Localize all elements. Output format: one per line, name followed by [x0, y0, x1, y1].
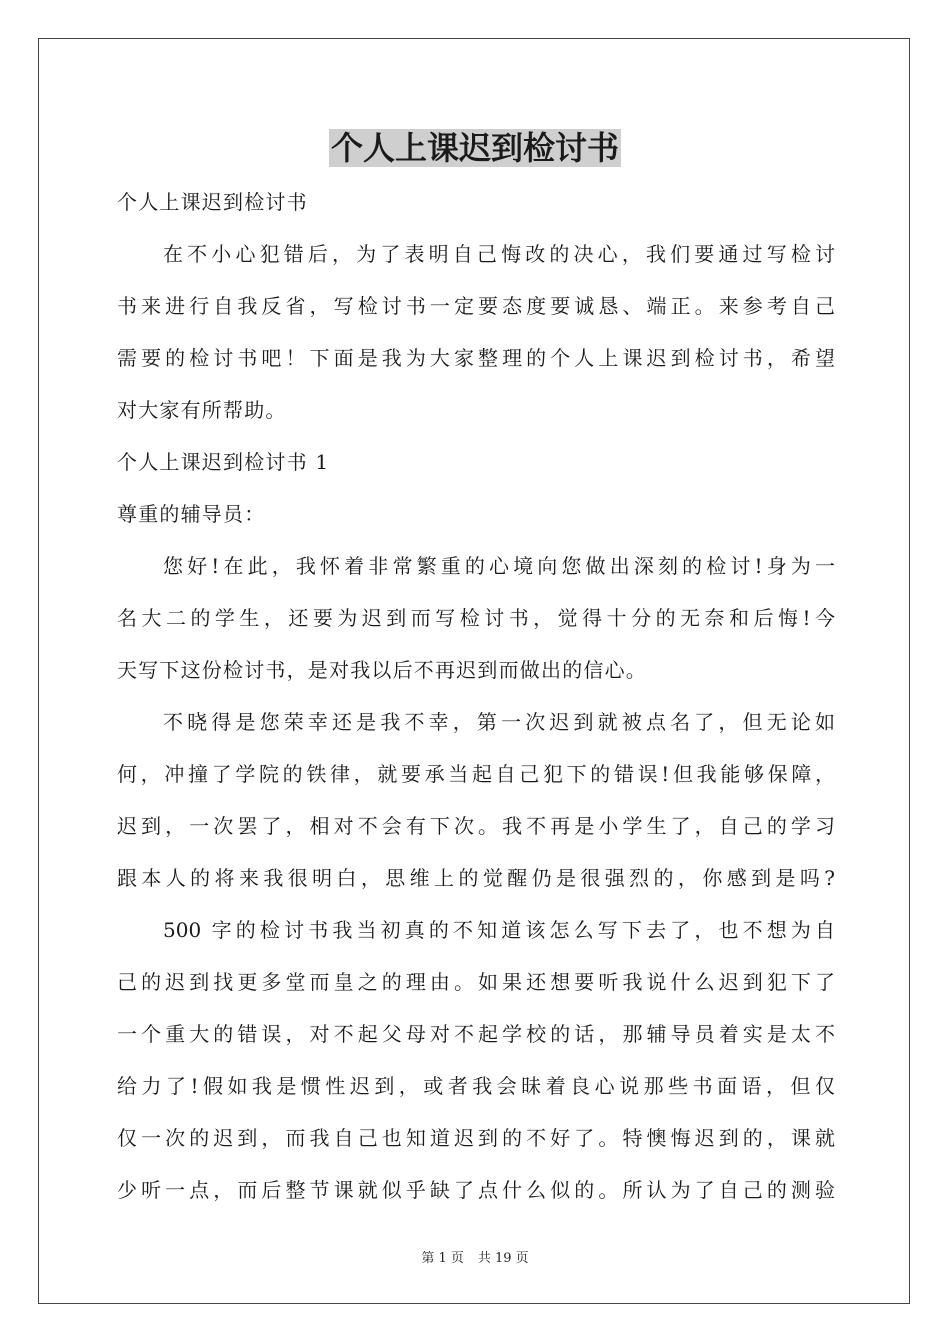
document-title — [0, 128, 950, 168]
paragraph-line: 500 字的检讨书我当初真的不知道该怎么写下去了，也不想为自 — [163, 918, 835, 942]
paragraph-line: 不晓得是您荣幸还是我不幸，第一次迟到就被点名了，但无论如 — [163, 710, 835, 734]
paragraph-line: 书来进行自我反省，写检讨书一定要态度要诚恳、端正。来参考自己 — [117, 294, 835, 318]
paragraph-line: 跟本人的将来我很明白，思维上的觉醒仍是很强烈的，你感到是吗? — [117, 866, 835, 890]
paragraph-line: 何，冲撞了学院的铁律，就要承当起自己犯下的错误!但我能够保障， — [117, 762, 835, 786]
paragraph-line: 您好!在此，我怀着非常繁重的心境向您做出深刻的检讨!身为一 — [163, 554, 835, 578]
paragraph-line: 仅一次的迟到，而我自己也知道迟到的不好了。特懊悔迟到的，课就 — [117, 1126, 835, 1150]
paragraph-line: 名大二的学生，还要为迟到而写检讨书，觉得十分的无奈和后悔!今 — [117, 606, 835, 630]
subtitle-line: 个人上课迟到检讨书 — [117, 190, 308, 214]
salutation: 尊重的辅导员： — [117, 502, 266, 526]
document-title-text: 个人上课迟到检讨书 — [330, 129, 619, 167]
paragraph-line: 己的迟到找更多堂而皇之的理由。如果还想要听我说什么迟到犯下了 — [117, 970, 835, 994]
page-number: 第 1 页 — [421, 1251, 464, 1266]
paragraph-line: 需要的检讨书吧！下面是我为大家整理的个人上课迟到检讨书，希望 — [117, 346, 835, 370]
page-footer — [0, 1247, 950, 1266]
paragraph-line: 给力了!假如我是惯性迟到，或者我会昧着良心说那些书面语，但仅 — [117, 1074, 835, 1098]
paragraph-line: 对大家有所帮助。 — [117, 398, 287, 422]
paragraph-line: 迟到，一次罢了，相对不会有下次。我不再是小学生了，自己的学习 — [117, 814, 835, 838]
paragraph-line: 在不小心犯错后，为了表明自己悔改的决心，我们要通过写检讨 — [163, 242, 835, 266]
paragraph-line: 天写下这份检讨书，是对我以后不再迟到而做出的信心。 — [117, 658, 647, 682]
paragraph-line: 一个重大的错误，对不起父母对不起学校的话，那辅导员着实是太不 — [117, 1022, 835, 1046]
paragraph-line: 少听一点，而后整节课就似乎缺了点什么似的。所认为了自己的测验 — [117, 1178, 835, 1202]
page-total: 共 19 页 — [477, 1251, 529, 1266]
document-body — [117, 176, 835, 1216]
section-heading: 个人上课迟到检讨书 1 — [117, 450, 330, 474]
